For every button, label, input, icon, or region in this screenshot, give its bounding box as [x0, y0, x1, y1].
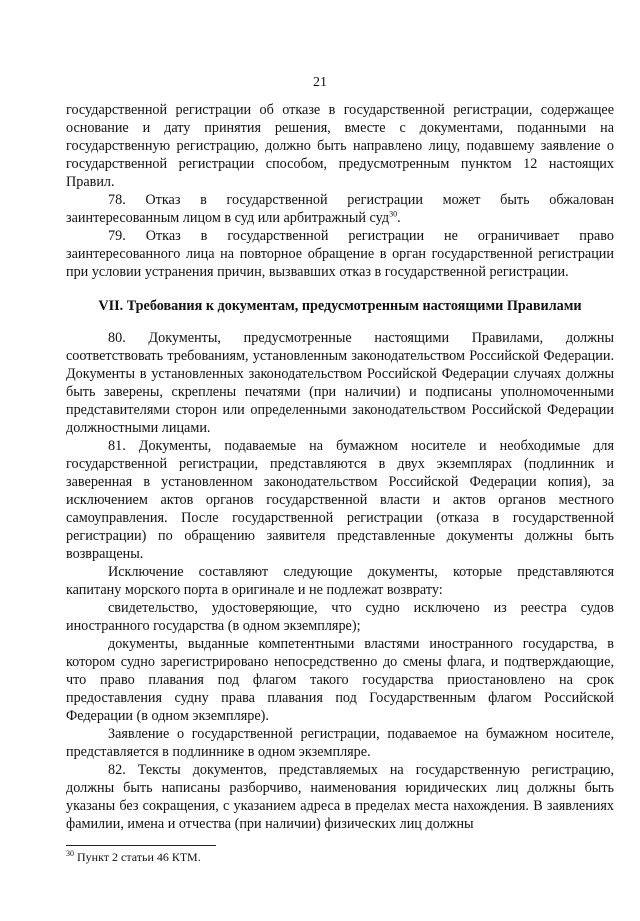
page-content [66, 101, 614, 833]
paragraph-exceptions: Исключение составляют следующие документы, которые представляются капитану морского порта в оригинале и не подлежат возврату: [66, 564, 614, 598]
paragraph-78-text: 78. Отказ в государственной регистрации может быть обжалован заинтересованным лицом в суд или арбитражный суд [66, 192, 614, 226]
section-title: VII. Требования к документам, предусмотренным настоящими Правилами [98, 298, 582, 314]
page-number: 21 [313, 75, 327, 90]
paragraph-foreign-documents: документы, выданные компетентными властями иностранного государства, в котором судно зарегистрировано непосредственно до смены флага, и подтверждающие, что право плавания под флагом такого государства приостановлено на срок предоставления судну права плавания под Государственным флагом Российской Федерации (в одном экземпляре). [66, 636, 614, 724]
paragraph-79: 79. Отказ в государственной регистрации не ограничивает право заинтересованного лица на повторное обращение в орган государственной регистрации при условии устранения причин, вызвавших отказ в государственной регистрации. [66, 228, 614, 280]
paragraph-78 [66, 191, 614, 227]
paragraph-82: 82. Тексты документов, представляемых на государственную регистрацию, должны быть написаны разборчиво, наименования юридических лиц должны быть указаны без сокращения, с указанием адреса в пределах места нахождения. В заявлениях фамилии, имена и отчества (при наличии) физических лиц должны [66, 762, 614, 832]
footnote-reference: 30 [389, 209, 398, 219]
footnote-divider [66, 845, 216, 846]
footnote [66, 850, 614, 865]
paragraph-continuation: государственной регистрации об отказе в государственной регистрации, содержащее основание и дату принятия решения, вместе с документами, поданными на государственную регистрацию, должно быть направлено лицу, подавшему заявление о государственной регистрации способом, предусмотренным пунктом 12 настоящих Правил. [66, 102, 614, 190]
footnote-text: Пункт 2 статьи 46 КТМ. [74, 850, 201, 864]
paragraph-certificate: свидетельство, удостоверяющие, что судно исключено из реестра судов иностранного государства (в одном экземпляре); [66, 600, 614, 634]
paragraph-81: 81. Документы, подаваемые на бумажном носителе и необходимые для государственной регистрации, представляются в двух экземплярах (подлинник и заверенная в установленном законодательством Российской Федерации копия), за исключением актов органов государственной власти и актов органов местного самоуправления. После государственной регистрации (отказа в государственной регистрации) по обращению заявителя представленные документы должны быть возвращены. [66, 438, 614, 562]
paragraph-80: 80. Документы, предусмотренные настоящими Правилами, должны соответствовать требованиям, установленным законодательством Российской Федерации. Документы в установленных законодательством Российской Федерации случаях должны быть заверены, скреплены печатями (при наличии) и подписаны уполномоченными представителями сторон или определенными законодательством Российской Федерации должностными лицами. [66, 330, 614, 436]
paragraph-78-tail: . [397, 210, 401, 226]
footnote-mark: 30 [66, 849, 74, 858]
paragraph-application: Заявление о государственной регистрации, подаваемое на бумажном носителе, представляется в подлиннике в одном экземпляре. [66, 726, 614, 760]
